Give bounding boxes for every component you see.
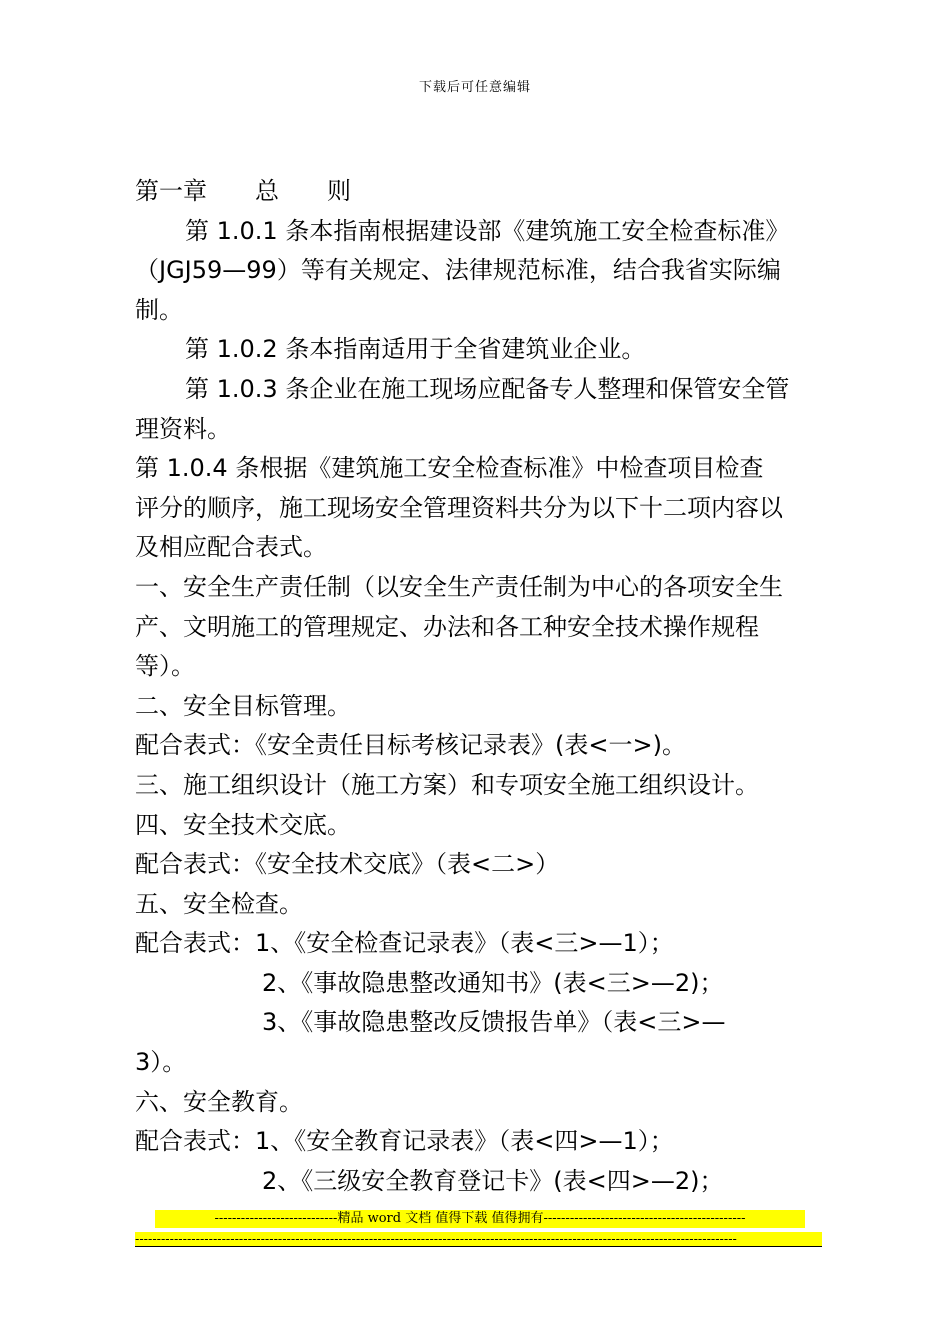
page-header: 下载后可任意编辑 xyxy=(418,80,531,95)
section-item: 六、安全教育。 xyxy=(135,1087,303,1116)
paragraph-line: （JGJ59—99）等有关规定、法律规范标准，结合我省实际编 xyxy=(135,256,781,285)
paragraph-line: 理资料。 xyxy=(135,414,231,443)
document-body xyxy=(135,172,825,1201)
paragraph-line: 第 1.0.1 条本指南根据建设部《建筑施工安全检查标准》 xyxy=(185,216,790,245)
form-reference: 配合表式：《安全技术交底》（表<二>） xyxy=(135,850,560,879)
form-reference: 配合表式：1、《安全教育记录表》（表<四>—1）； xyxy=(135,1127,674,1156)
paragraph-line: 及相应配合表式。 xyxy=(135,533,327,562)
footer-banner: ----------------------------精品 word 文档 值得下载 值得拥有---------------------------------------------- xyxy=(155,1210,805,1228)
paragraph-line: 第 1.0.2 条本指南适用于全省建筑业企业。 xyxy=(185,335,646,364)
footer-dashes: ------------------------------------------------------------------------------------------------------------------------------------------- xyxy=(135,1232,822,1247)
paragraph-line: 第 1.0.3 条企业在施工现场应配备专人整理和保管安全管 xyxy=(185,374,790,403)
section-item: 五、安全检查。 xyxy=(135,889,303,918)
chapter-title: 第一章 总 则 xyxy=(135,177,351,205)
form-reference: 3、《事故隐患整改反馈报告单》（表<三>— xyxy=(262,1008,726,1037)
paragraph-line: 第 1.0.4 条根据《建筑施工安全检查标准》中检查项目检查 xyxy=(135,454,764,483)
paragraph-line: 产、文明施工的管理规定、办法和各工种安全技术操作规程 xyxy=(135,612,759,641)
paragraph-line: 等）。 xyxy=(135,652,195,681)
form-reference: 配合表式：1、《安全检查记录表》（表<三>—1）； xyxy=(135,929,674,958)
form-reference: 2、《事故隐患整改通知书》(表<三>—2)； xyxy=(262,968,724,997)
form-reference: 2、《三级安全教育登记卡》(表<四>—2)； xyxy=(262,1166,724,1195)
page-footer xyxy=(135,1210,822,1247)
form-reference: 配合表式：《安全责任目标考核记录表》(表<一>)。 xyxy=(135,731,686,760)
section-item: 四、安全技术交底。 xyxy=(135,810,351,839)
paragraph-line: 制。 xyxy=(135,295,183,324)
paragraph-line: 评分的顺序，施工现场安全管理资料共分为以下十二项内容以 xyxy=(135,493,783,522)
section-item: 一、安全生产责任制（以安全生产责任制为中心的各项安全生 xyxy=(135,572,783,601)
section-item: 三、施工组织设计（施工方案）和专项安全施工组织设计。 xyxy=(135,770,759,799)
paragraph-line: 3）。 xyxy=(135,1048,187,1077)
section-item: 二、安全目标管理。 xyxy=(135,691,351,720)
